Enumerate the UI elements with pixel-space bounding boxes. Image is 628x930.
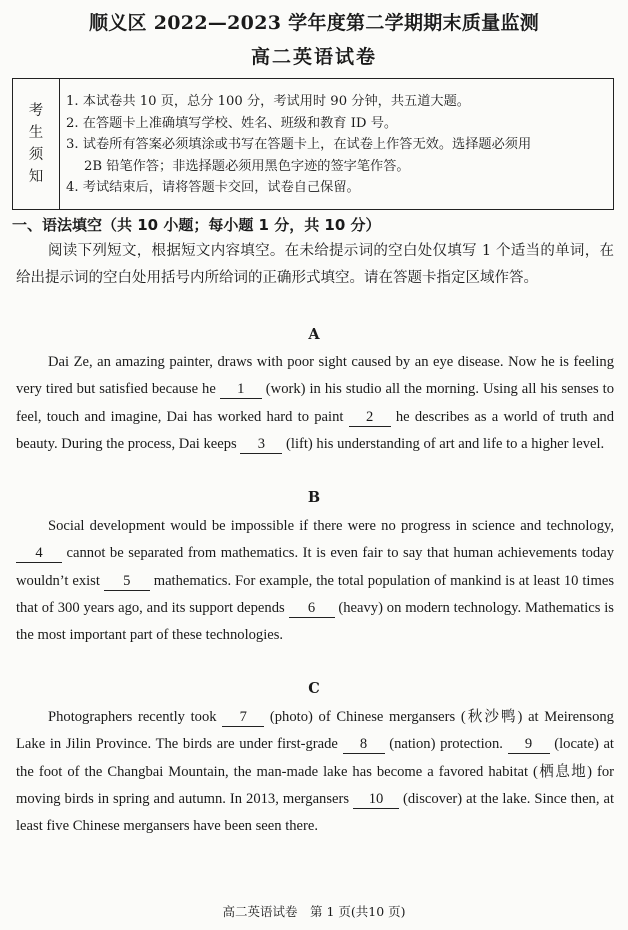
passage-text: Photographers recently took: [48, 709, 223, 725]
notice-item: 2. 在答题卡上准确填写学校、姓名、班级和教育 ID 号。: [66, 115, 398, 131]
passage-text: cannot be separated from mathematics. It is even fair to say that human achievements today wouldn’t exist: [16, 545, 614, 589]
passage-a-label: A: [308, 326, 320, 343]
passage-text: he describes as a world of truth and beauty. During the process, Dai keeps: [16, 408, 614, 452]
section-instructions: 阅读下列短文，根据短文内容填空。在未给提示词的空白处仅填写 1 个适当的单词，在给出提示词的空白处用括号内所给词的正确形式填空。请在答题卡指定区域作答。: [16, 243, 614, 286]
notice-item: 1. 本试卷共 10 页，总分 100 分，考试用时 90 分钟，共五道大题。: [66, 94, 470, 109]
blank-8[interactable]: 8: [343, 735, 385, 754]
passage-text: (nation) protection.: [384, 736, 508, 753]
passage-text: (lift) his understanding of art and life to a higher level.: [282, 435, 605, 452]
blank-6[interactable]: 6: [289, 599, 335, 618]
blank-7[interactable]: 7: [222, 708, 264, 727]
passage-text: mathematics. For example, the total population of mankind is at least 10 times that of 300 years ago, and its support depends: [16, 572, 614, 616]
passage-c-label: C: [308, 680, 320, 697]
notice-label: [13, 79, 60, 209]
notice-label-char: 考: [28, 103, 44, 119]
passage-text: (discover) at the lake. Since then, at least five Chinese mergansers have been seen there.: [16, 790, 614, 835]
notice-label-char: 须: [28, 147, 44, 163]
notice-item: 4. 考试结束后，请将答题卡交回，试卷自己保留。: [66, 180, 360, 195]
passage-b: [16, 513, 614, 649]
blank-3[interactable]: 3: [240, 435, 282, 454]
blank-10[interactable]: 10: [353, 790, 399, 809]
exam-title: 顺义区 2022—2023 学年度第二学期期末质量监测: [88, 12, 540, 34]
passage-text: (locate) at the foot of the Changbai Mountain, the man-made lake has become a favored habitat (栖息地) for moving birds in spring and autumn. In 2013, mergansers: [16, 736, 614, 807]
section-heading: 一、语法填空（共 10 小题；每小题 1 分，共 10 分）: [12, 216, 381, 234]
notice-label-char: 生: [28, 125, 44, 141]
notice-box: [12, 78, 614, 210]
passage-a: [16, 349, 614, 458]
passage-text: (work) in his studio all the morning. Using all his senses to feel, touch and imagine, Dai has worked hard to paint: [16, 381, 614, 425]
blank-2[interactable]: 2: [349, 408, 391, 427]
notice-item: 3. 试卷所有答案必须填涂或书写在答题卡上，在试卷上作答无效。选择题必须用: [66, 137, 532, 152]
passage-text: Social development would be impossible if there were no progress in science and technology,: [48, 518, 614, 534]
passage-c: [16, 704, 614, 840]
blank-1[interactable]: 1: [220, 380, 262, 399]
passage-text: Dai Ze, an amazing painter, draws with poor sight caused by an eye disease. Now he is feeling very tired but satisfied because he: [16, 354, 614, 398]
blank-4[interactable]: 4: [16, 544, 62, 563]
notice-item: 2B 铅笔作答；非选择题必须用黑色字迹的签字笔作答。: [84, 158, 410, 174]
blank-5[interactable]: 5: [104, 572, 150, 591]
passage-b-label: B: [307, 489, 321, 506]
notice-items: [60, 79, 613, 209]
notice-label-char: 知: [28, 169, 44, 185]
blank-9[interactable]: 9: [508, 735, 550, 754]
exam-subtitle: 高二英语试卷: [250, 46, 377, 68]
passage-text: (heavy) on modern technology. Mathematics is the most important part of these technologies.: [16, 599, 614, 644]
passage-text: (photo) of Chinese mergansers (秋沙鸭) at Meirensong Lake in Jilin Province. The birds are under first-grade: [16, 709, 614, 753]
page-footer: 高二英语试卷 第 1 页(共10 页): [222, 904, 406, 919]
